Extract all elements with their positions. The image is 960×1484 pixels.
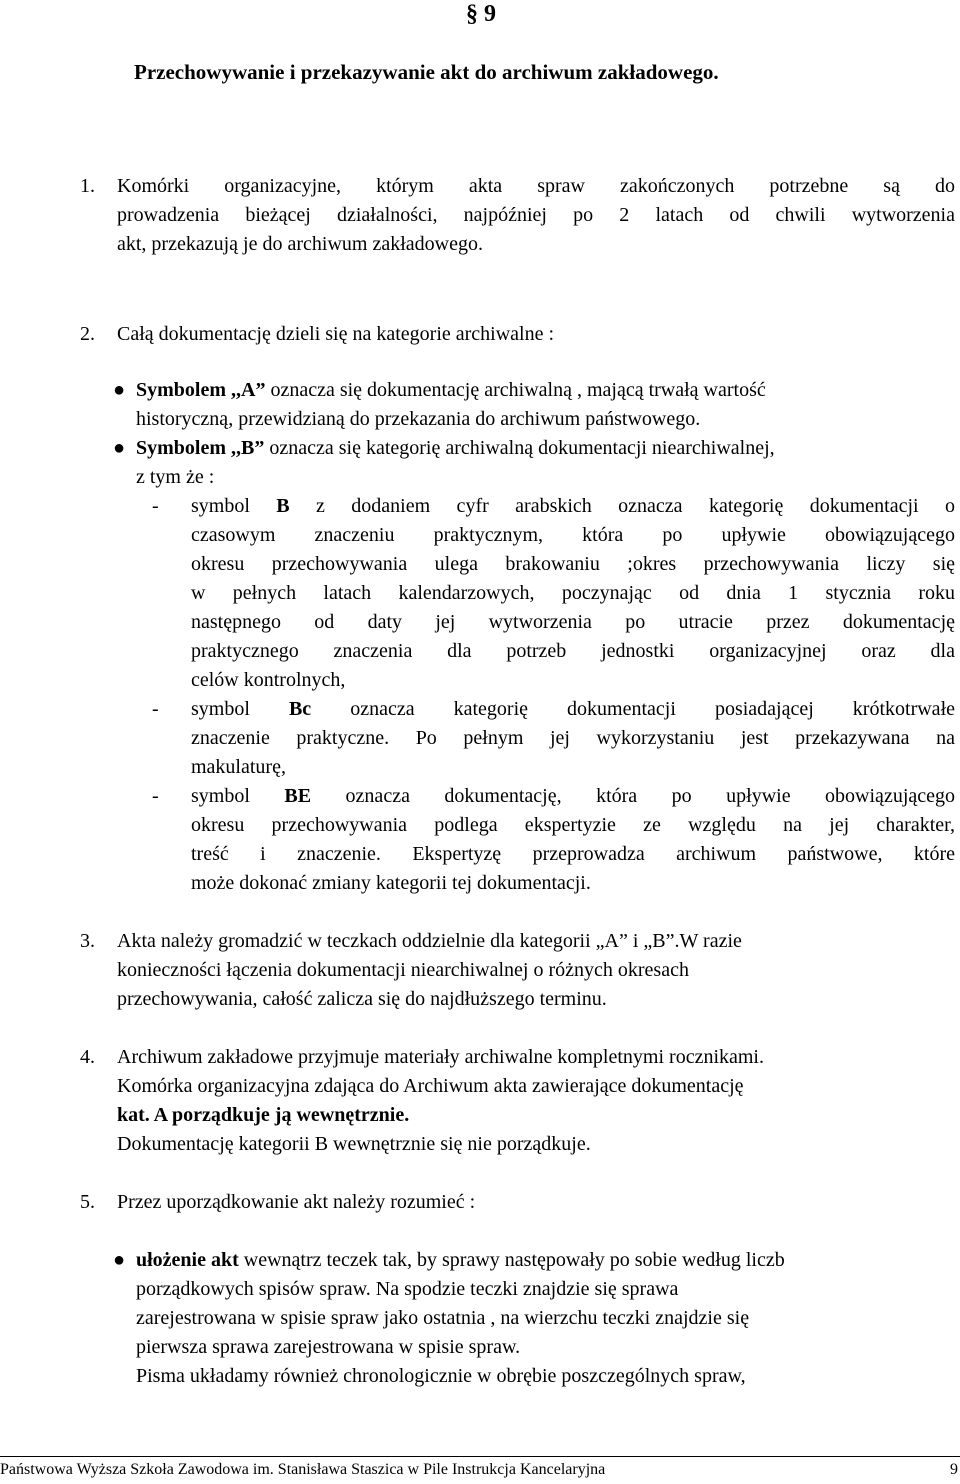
symbol-a-label: Symbolem ,,A” — [136, 379, 266, 401]
footer-text: Państwowa Wyższa Szkoła Zawodowa im. Stanisława Staszica w Pile Instrukcja Kancelaryjna — [0, 1461, 606, 1478]
paragraph-1-number: 1. — [80, 175, 95, 197]
item-bc-line-3: makulaturę, — [191, 756, 286, 778]
item-b-line-2: czasowym znaczeniu praktycznym, która po upływie obowiązującego — [191, 524, 955, 546]
symbol-a-text: oznacza się dokumentację archiwalną , mającą trwałą wartość — [265, 379, 766, 401]
section-heading: § 9 — [466, 1, 496, 27]
paragraph-4-line-4: Dokumentację kategorii B wewnętrznie się nie porządkuje. — [117, 1133, 591, 1155]
bullet-icon: ● — [113, 1249, 126, 1271]
paragraph-1-line-3: akt, przekazują je do archiwum zakładowego. — [117, 233, 483, 255]
dash-marker: - — [152, 785, 159, 807]
paragraph-4-line-2: Komórka organizacyjna zdająca do Archiwum akta zawierające dokumentację — [117, 1075, 744, 1097]
item-b-line-4: w pełnych latach kalendarzowych, poczynając od dnia 1 stycznia roku — [191, 582, 955, 604]
paragraph-5-line-3: zarejestrowana w spisie spraw jako ostatnia , na wierzchu teczki znajdzie się — [136, 1307, 750, 1329]
dash-marker: - — [152, 495, 159, 517]
item-be-line-3: treść i znaczenie. Ekspertyzę przeprowadza archiwum państwowe, które — [191, 843, 955, 865]
item-be-line-2: okresu przechowywania podlega ekspertyzie ze względu na jej charakter, — [191, 814, 955, 836]
footer-rule — [0, 1456, 960, 1457]
item-b-line-3: okresu przechowywania ulega brakowaniu ;okres przechowywania liczy się — [191, 553, 955, 575]
paragraph-5-line-5: Pisma układamy również chronologicznie w obrębie poszczególnych spraw, — [136, 1365, 746, 1387]
paragraph-5-intro: Przez uporządkowanie akt należy rozumieć : — [117, 1191, 476, 1213]
paragraph-3-line-2: konieczności łączenia dokumentacji niearchiwalnej o różnych okresach — [117, 959, 689, 981]
item-b-line-5: następnego od daty jej wytworzenia po utracie przez dokumentację — [191, 611, 955, 633]
item-b-line-6: praktycznego znaczenia dla potrzeb jednostki organizacyjnej oraz dla — [191, 640, 955, 662]
bullet-icon: ● — [113, 379, 126, 401]
symbol-b-label: Symbolem ,,B” — [136, 437, 265, 459]
item-bc-line-1: symbol Bc oznacza kategorię dokumentacji posiadającej krótkotrwałe — [191, 698, 955, 720]
paragraph-4-line-3: kat. A porządkuje ją wewnętrznie. — [117, 1104, 410, 1126]
paragraph-3-number: 3. — [80, 930, 95, 952]
paragraph-5-number: 5. — [80, 1191, 95, 1213]
ordering-label: ułożenie akt — [136, 1249, 239, 1271]
paragraph-2-number: 2. — [80, 323, 95, 345]
dash-marker: - — [152, 698, 159, 720]
paragraph-1-line-1: Komórki organizacyjne, którym akta spraw zakończonych potrzebne są do — [117, 175, 955, 197]
paragraph-3-line-3: przechowywania, całość zalicza się do najdłuższego terminu. — [117, 988, 607, 1010]
paragraph-2-intro: Całą dokumentację dzieli się na kategorie archiwalne : — [117, 323, 555, 345]
symbol-b-line-1 — [136, 434, 775, 462]
item-bc-line-2: znaczenie praktyczne. Po pełnym jej wykorzystaniu jest przekazywana na — [191, 727, 955, 749]
paragraph-5-line-2: porządkowych spisów spraw. Na spodzie teczki znajdzie się sprawa — [136, 1278, 679, 1300]
bullet-icon: ● — [113, 437, 126, 459]
page-number: 9 — [950, 1461, 958, 1478]
item-be-line-1: symbol BE oznacza dokumentację, która po upływie obowiązującego — [191, 785, 956, 807]
item-be-line-4: może dokonać zmiany kategorii tej dokumentacji. — [191, 872, 591, 894]
symbol-b-text: oznacza się kategorię archiwalną dokumentacji niearchiwalnej, — [264, 437, 775, 459]
symbol-b-line-2: z tym że : — [136, 466, 215, 488]
paragraph-4-line-1: Archiwum zakładowe przyjmuje materiały archiwalne kompletnymi rocznikami. — [117, 1046, 764, 1068]
paragraph-1-line-2: prowadzenia bieżącej działalności, najpóźniej po 2 latach od chwili wytworzenia — [117, 204, 955, 226]
paragraph-5-line-4: pierwsza sprawa zarejestrowana w spisie spraw. — [136, 1336, 521, 1358]
symbol-a-line-2: historyczną, przewidzianą do przekazania do archiwum państwowego. — [136, 408, 701, 430]
item-b-line-7: celów kontrolnych, — [191, 669, 346, 691]
symbol-a-line-1 — [136, 376, 766, 404]
page-title: Przechowywanie i przekazywanie akt do archiwum zakładowego. — [134, 60, 719, 84]
paragraph-5-line-1: ułożenie akt wewnątrz teczek tak, by sprawy następowały po sobie według liczb — [136, 1249, 785, 1271]
paragraph-4-number: 4. — [80, 1046, 95, 1068]
paragraph-3-line-1: Akta należy gromadzić w teczkach oddzielnie dla kategorii „A” i „B”.W razie — [117, 930, 742, 952]
item-b-line-1: symbol B z dodaniem cyfr arabskich oznacza kategorię dokumentacji o — [191, 495, 955, 517]
